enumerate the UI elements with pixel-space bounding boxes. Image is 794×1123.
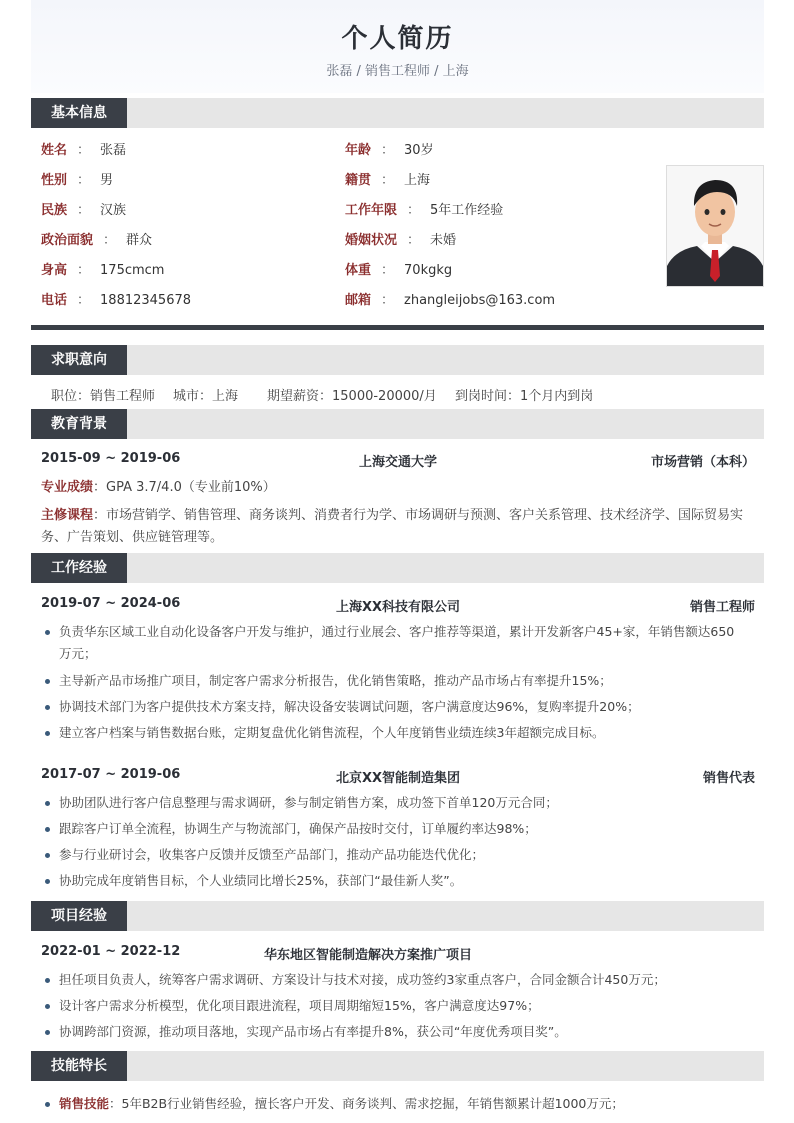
project-bullet: 担任项目负责人，统筹客户需求调研、方案设计与技术对接，成功签约3家重点客户，合同金额合计450万元； <box>41 969 773 991</box>
project-head <box>41 944 755 964</box>
education-major: 市场营销（本科） <box>650 455 755 470</box>
work-head-2 <box>41 767 755 787</box>
work-period: 2017-07 ~ 2019-06 <box>41 767 181 782</box>
info-hometown: 籍贯 ： 上海 <box>345 173 431 188</box>
work-bullet: 参与行业研讨会，收集客户反馈并反馈至产品部门，推动产品功能迭代优化； <box>41 844 773 866</box>
info-age: 年龄 ： 30岁 <box>345 143 434 158</box>
page-subtitle: 张磊 / 销售工程师 / 上海 <box>326 64 469 79</box>
avatar-icon <box>667 166 763 286</box>
section-label: 工作经验 <box>31 553 127 583</box>
work-bullet: 协助完成年度销售目标，个人业绩同比增长25%，获部门“最佳新人奖”。 <box>41 870 773 892</box>
work-period: 2019-07 ~ 2024-06 <box>41 596 181 611</box>
work-bullet: 建立客户档案与销售数据台账，定期复盘优化销售流程，个人年度销售业绩连续3年超额完成目标。 <box>41 722 773 744</box>
section-label: 求职意向 <box>31 345 127 375</box>
info-email: 邮箱 ： zhangleijobs@163.com <box>345 293 556 308</box>
section-education <box>31 409 764 439</box>
section-divider <box>31 325 764 330</box>
section-label: 技能特长 <box>31 1051 127 1081</box>
intent-arrival: 到岗时间：1个月内到岗 <box>455 389 594 404</box>
info-ethnicity: 民族 ： 汉族 <box>41 203 127 218</box>
section-label: 项目经验 <box>31 901 127 931</box>
resume-header <box>31 0 764 93</box>
section-project <box>31 901 764 931</box>
work-bullet: 协助团队进行客户信息整理与需求调研，参与制定销售方案，成功签下首单120万元合同； <box>41 792 773 814</box>
work-company: 北京XX智能制造集团 <box>335 771 461 786</box>
info-political: 政治面貌 ： 群众 <box>41 233 153 248</box>
section-label: 教育背景 <box>31 409 127 439</box>
section-basic-info <box>31 98 764 128</box>
project-name: 华东地区智能制造解决方案推广项目 <box>263 948 472 963</box>
education-head <box>41 451 755 471</box>
info-height: 身高 ： 175cmcm <box>41 263 165 278</box>
work-role: 销售工程师 <box>689 600 755 615</box>
project-bullet: 设计客户需求分析模型，优化项目跟进流程，项目周期缩短15%，客户满意度达97%； <box>41 995 773 1017</box>
skills-bullet: 销售技能：5年B2B行业销售经验，擅长客户开发、商务谈判、需求挖掘，年销售额累计超1000万元； <box>41 1093 773 1115</box>
work-company: 上海XX科技有限公司 <box>335 600 461 615</box>
resume-page <box>31 0 764 1111</box>
work-bullet: 协调技术部门为客户提供技术方案支持，解决设备安装调试问题，客户满意度达96%，复购率提升20%； <box>41 696 773 718</box>
project-bullet: 协调跨部门资源，推动项目落地，实现产品市场占有率提升8%，获公司“年度优秀项目奖”。 <box>41 1021 773 1043</box>
intent-position: 职位：销售工程师 <box>51 389 156 404</box>
project-period: 2022-01 ~ 2022-12 <box>41 944 181 959</box>
work-bullet: 负责华东区域工业自动化设备客户开发与维护，通过行业展会、客户推荐等渠道，累计开发新客户45+家，年销售额达650 <box>41 621 773 643</box>
info-weight: 体重 ： 70kgkg <box>345 263 453 278</box>
work-role: 销售代表 <box>702 771 755 786</box>
info-name: 姓名 ： 张磊 <box>41 143 127 158</box>
work-bullet: 跟踪客户订单全流程，协调生产与物流部门，确保产品按时交付，订单履约率达98%； <box>41 818 773 840</box>
info-gender: 性别 ： 男 <box>41 173 114 188</box>
education-score: 专业成绩：GPA 3.7/4.0（专业前10%） <box>41 480 276 495</box>
work-bullet-cont: 万元； <box>59 646 97 661</box>
page-title: 个人简历 <box>341 24 454 54</box>
education-courses: 主修课程：市场营销学、销售管理、商务谈判、消费者行为学、市场调研与预测、客户关系管理、技术经济学、国际贸易实 <box>41 508 744 523</box>
info-marital: 婚姻状况 ： 未婚 <box>345 233 457 248</box>
education-period: 2015-09 ~ 2019-06 <box>41 451 181 466</box>
profile-photo <box>666 165 764 287</box>
section-work <box>31 553 764 583</box>
education-school: 上海交通大学 <box>358 455 437 470</box>
section-job-intent <box>31 345 764 375</box>
info-work-years: 工作年限 ： 5年工作经验 <box>345 203 504 218</box>
work-bullet: 主导新产品市场推广项目，制定客户需求分析报告，优化销售策略，推动产品市场占有率提升15%； <box>41 670 773 692</box>
info-phone: 电话 ： 18812345678 <box>41 293 192 308</box>
section-label: 基本信息 <box>31 98 127 128</box>
intent-salary: 期望薪资：15000-20000/月 <box>267 389 437 404</box>
section-skills <box>31 1051 764 1081</box>
education-courses-cont: 务、广告策划、供应链管理等。 <box>41 530 224 545</box>
intent-city: 城市：上海 <box>173 389 239 404</box>
work-head-1 <box>41 596 755 616</box>
